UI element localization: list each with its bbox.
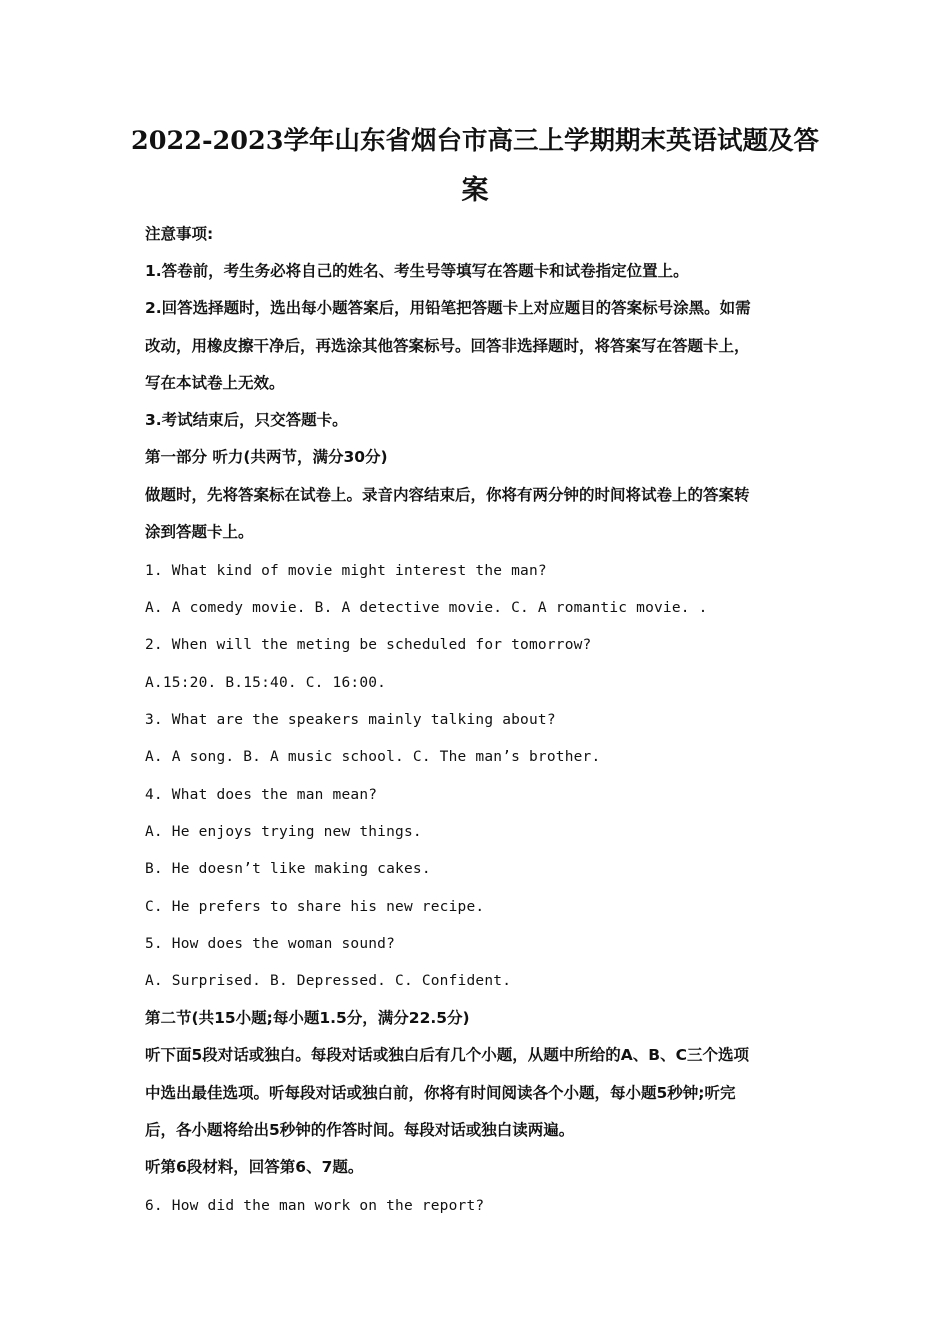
notice-item-2-line-2: 改动，用橡皮擦干净后，再选涂其他答案标号。回答非选择题时，将答案写在答题卡上， (145, 337, 750, 355)
question-6: 6. How did the man work on the report? (145, 1198, 485, 1214)
question-4-option-b: B. He doesn’t like making cakes. (145, 861, 431, 877)
question-4-option-a: A. He enjoys trying new things. (145, 824, 422, 840)
notice-item-1: 1.答卷前，考生务必将自己的姓名、考生号等填写在答题卡和试卷指定位置上。 (145, 262, 689, 280)
question-3: 3. What are the speakers mainly talking about? (145, 712, 556, 728)
question-1-options: A. A comedy movie. B. A detective movie. C. A romantic movie. . (145, 600, 708, 616)
question-4-option-c: C. He prefers to share his new recipe. (145, 899, 485, 915)
notice-heading: 注意事项: (145, 225, 214, 243)
notice-item-3: 3.考试结束后，只交答题卡。 (145, 411, 348, 429)
document-title-line-2: 案 (461, 175, 489, 206)
section2-instructions-line-2: 中选出最佳选项。听每段对话或独白前，你将有时间阅读各个小题，每小题5秒钟;听完 (145, 1084, 736, 1102)
part1-instructions-line-1: 做题时，先将答案标在试卷上。录音内容结束后，你将有两分钟的时间将试卷上的答案转 (145, 486, 750, 504)
question-2: 2. When will the meting be scheduled for tomorrow? (145, 637, 592, 653)
question-1: 1. What kind of movie might interest the man? (145, 563, 547, 579)
question-4: 4. What does the man mean? (145, 787, 378, 803)
question-5-options: A. Surprised. B. Depressed. C. Confident. (145, 973, 512, 989)
question-2-options: A.15:20. B.15:40. C. 16:00. (145, 675, 387, 691)
section2-instructions-line-1: 听下面5段对话或独白。每段对话或独白后有几个小题，从题中所给的A、B、C三个选项 (145, 1046, 749, 1064)
section2-heading: 第二节(共15小题;每小题1.5分，满分22.5分) (145, 1009, 470, 1027)
document-title-line-1: 2022-2023学年山东省烟台市高三上学期期末英语试题及答 (130, 126, 820, 156)
question-5: 5. How does the woman sound? (145, 936, 396, 952)
notice-item-2-line-1: 2.回答选择题时，选出每小题答案后，用铅笔把答题卡上对应题目的答案标号涂黑。如需 (145, 299, 751, 317)
question-3-options: A. A song. B. A music school. C. The man’s brother. (145, 749, 601, 765)
part1-instructions-line-2: 涂到答题卡上。 (145, 523, 254, 541)
material-6-heading: 听第6段材料，回答第6、7题。 (145, 1158, 364, 1176)
part1-heading: 第一部分 听力(共两节，满分30分) (145, 448, 388, 466)
notice-item-2-line-3: 写在本试卷上无效。 (145, 374, 285, 392)
section2-instructions-line-3: 后，各小题将给出5秒钟的作答时间。每段对话或独白读两遍。 (145, 1121, 575, 1139)
